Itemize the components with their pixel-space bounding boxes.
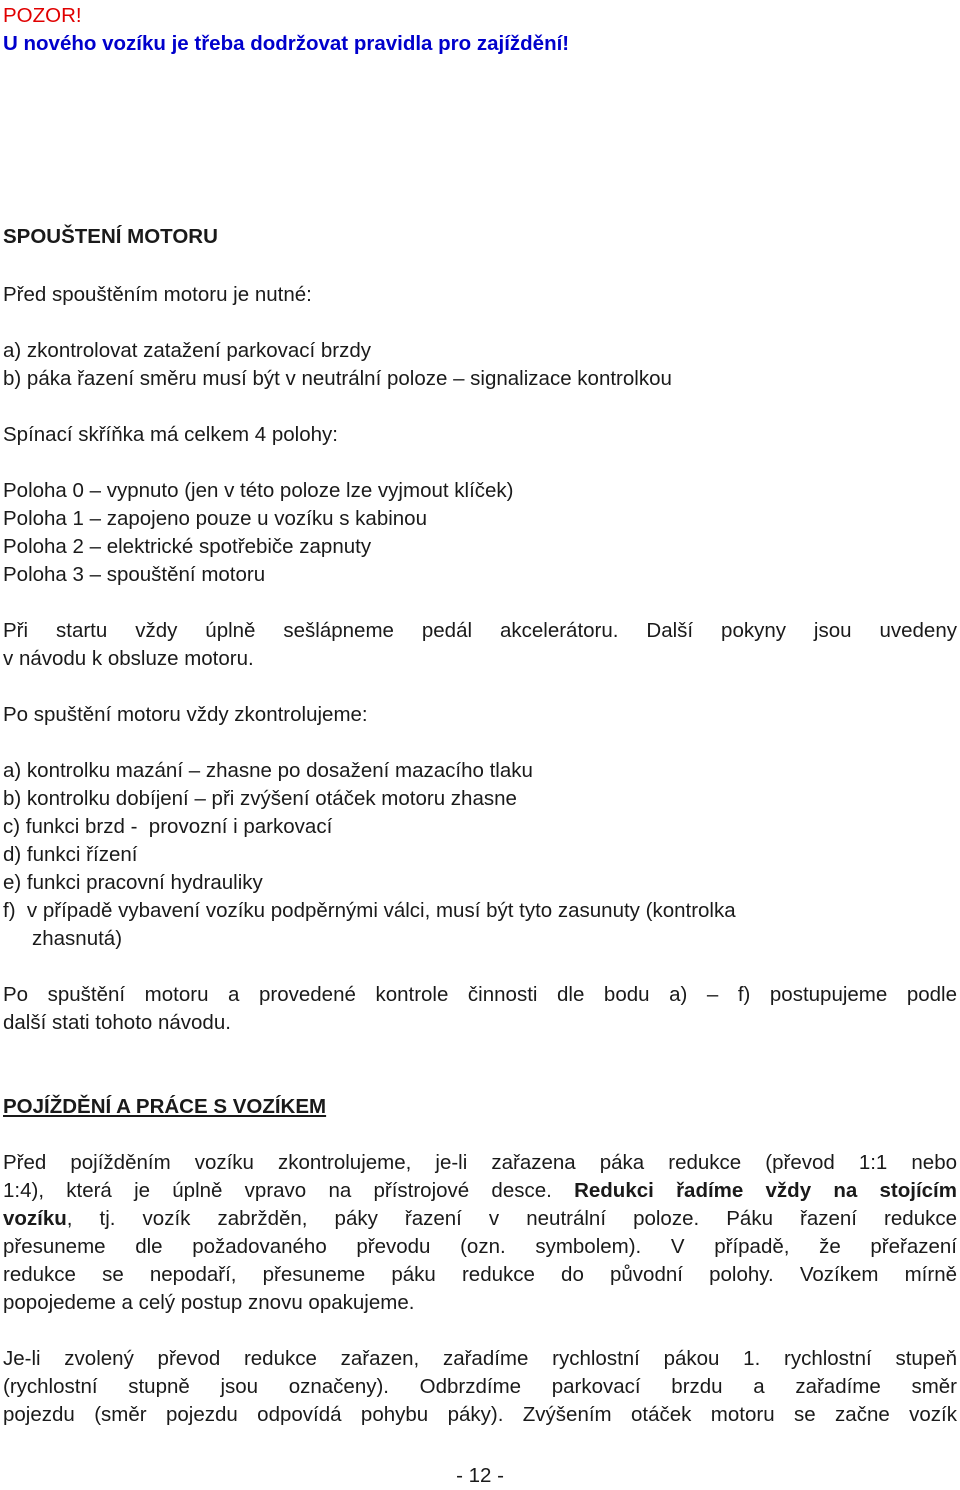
text-run: , tj. vozík zabržděn, páky řazení v neutrální poloze. Páku řazení redukce	[66, 1207, 957, 1230]
list-item: b) páka řazení směru musí být v neutrální poloze – signalizace kontrolkou	[3, 367, 672, 390]
bold-text-run: vozíku	[3, 1207, 67, 1230]
list-item: d) funkci řízení	[3, 843, 138, 866]
paragraph-after-start-intro: Po spuštění motoru vždy zkontrolujeme:	[3, 703, 368, 726]
text-run: 1:4), která je úplně vpravo na přístrojové desce.	[3, 1179, 575, 1202]
paragraph-closing: Po spuštění motoru a provedené kontrole činnosti dle bodu a) – f) postupujeme podle	[3, 983, 957, 1006]
paragraph-start-note: Při startu vždy úplně sešlápneme pedál akcelerátoru. Další pokyny jsou uvedeny	[3, 619, 957, 642]
list-item: Poloha 2 – elektrické spotřebiče zapnuty	[3, 535, 372, 558]
list-item: f) v případě vybavení vozíku podpěrnými válci, musí být tyto zasunuty (kontrolka	[3, 899, 736, 922]
list-item: Poloha 0 – vypnuto (jen v této poloze lze vyjmout klíček)	[3, 479, 514, 502]
list-item-continuation: zhasnutá)	[32, 927, 123, 950]
list-item: Poloha 3 – spouštění motoru	[3, 563, 266, 586]
list-item: Poloha 1 – zapojeno pouze u vozíku s kabinou	[3, 507, 427, 530]
paragraph-line-end: popojedeme a celý postup znovu opakujeme.	[3, 1291, 415, 1314]
paragraph-line: Je-li zvolený převod redukce zařazen, zařadíme rychlostní pákou 1. rychlostní stupeň	[3, 1347, 957, 1370]
paragraph-start-note-end: v návodu k obsluze motoru.	[3, 647, 254, 670]
section-heading-engine-start: SPOUŠTENÍ MOTORU	[3, 225, 218, 248]
paragraph-intro: Před spouštěním motoru je nutné:	[3, 283, 312, 306]
warning-title: POZOR!	[3, 4, 82, 27]
page-number: - 12 -	[456, 1464, 504, 1487]
list-item: e) funkci pracovní hydrauliky	[3, 871, 263, 894]
paragraph-line	[3, 1205, 957, 1233]
list-item: b) kontrolku dobíjení – při zvýšení otáček motoru zhasne	[3, 787, 517, 810]
paragraph-line: přesuneme dle požadovaného převodu (ozn. symbolem). V případě, že přeřazení	[3, 1235, 957, 1258]
bold-text-run: Redukci řadíme vždy na stojícím	[574, 1179, 957, 1202]
section-heading-driving: POJÍŽDĚNÍ A PRÁCE S VOZÍKEM	[3, 1095, 327, 1118]
list-item: c) funkci brzd - provozní i parkovací	[3, 815, 333, 838]
paragraph-closing-end: další stati tohoto návodu.	[3, 1011, 231, 1034]
warning-text: U nového vozíku je třeba dodržovat pravidla pro zajíždění!	[3, 32, 570, 55]
list-item: a) zkontrolovat zatažení parkovací brzdy	[3, 339, 372, 362]
paragraph-line: redukce se nepodaří, přesuneme páku redukce do původní polohy. Vozíkem mírně	[3, 1263, 957, 1286]
paragraph-line: Před pojížděním vozíku zkontrolujeme, je-li zařazena páka redukce (převod 1:1 nebo	[3, 1151, 957, 1174]
list-item: a) kontrolku mazání – zhasne po dosažení mazacího tlaku	[3, 759, 533, 782]
paragraph-line: pojezdu (směr pojezdu odpovídá pohybu páky). Zvýšením otáček motoru se začne vozík	[3, 1403, 957, 1426]
paragraph-switch-intro: Spínací skříňka má celkem 4 polohy:	[3, 423, 338, 446]
paragraph-line	[3, 1177, 957, 1205]
paragraph-line: (rychlostní stupně jsou označeny). Odbrzdíme parkovací brzdu a zařadíme směr	[3, 1375, 957, 1398]
